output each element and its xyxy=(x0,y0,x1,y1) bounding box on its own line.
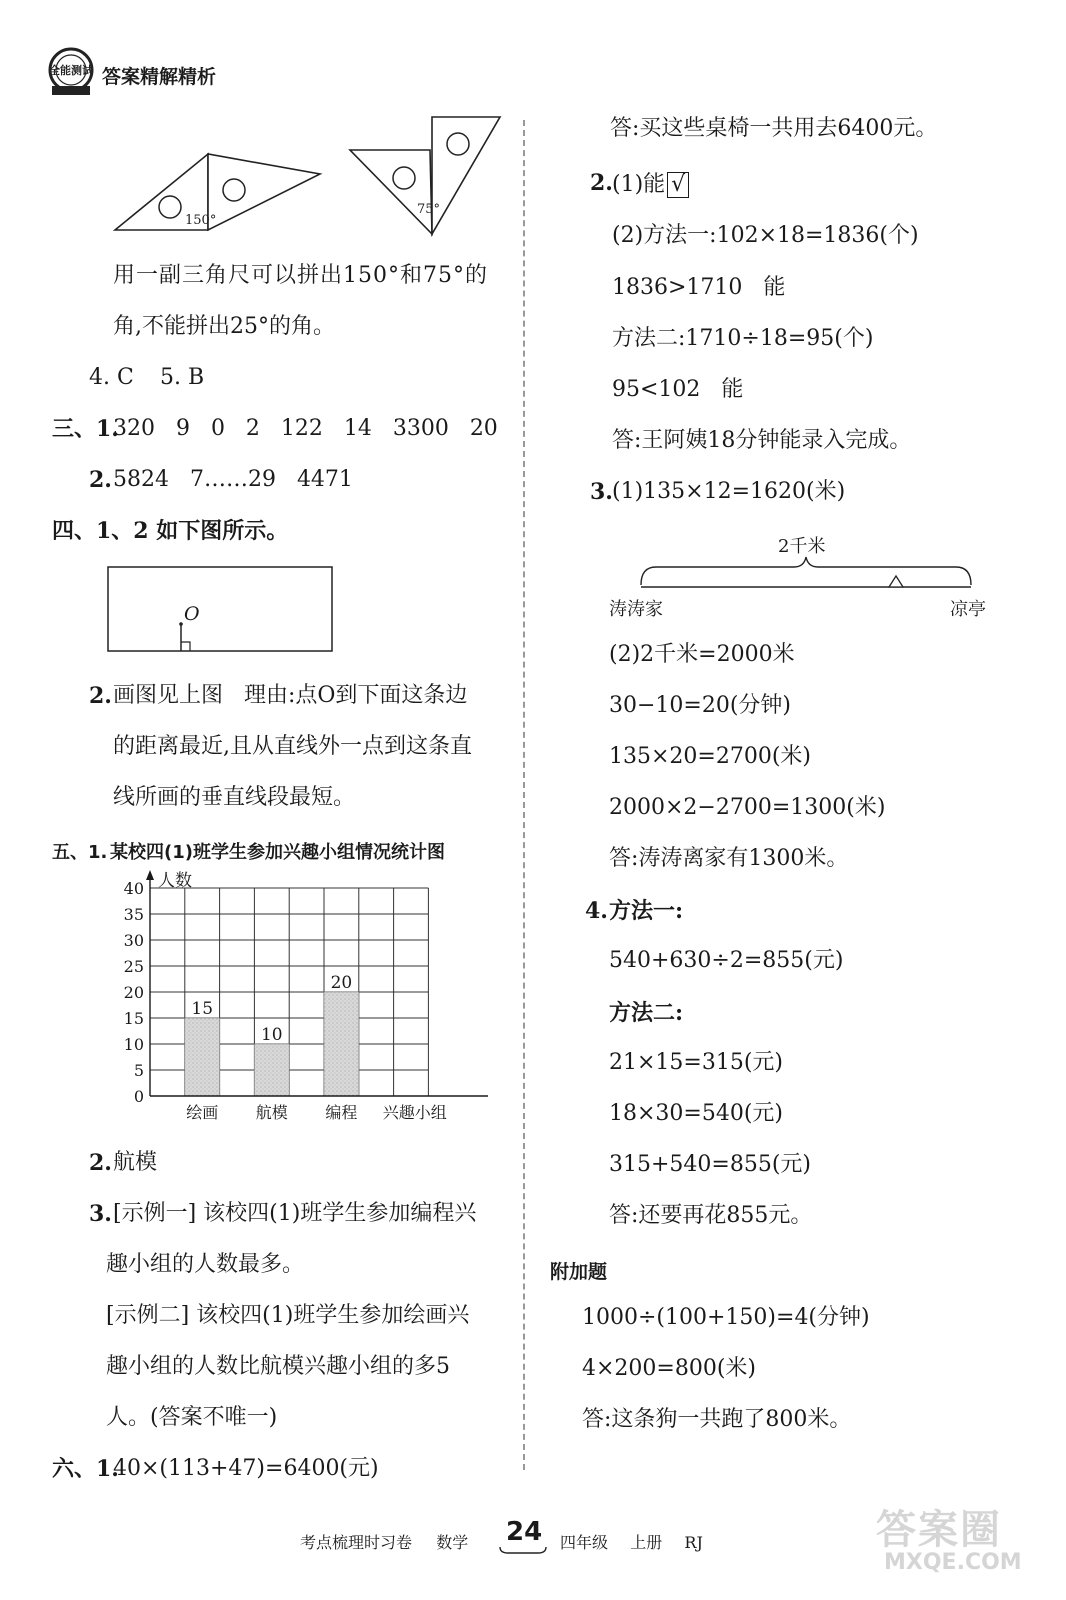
footer-volume: 上册 xyxy=(630,1533,663,1552)
r-q2-part1-text: (1)能 xyxy=(612,172,666,197)
triangle-marker-icon xyxy=(889,576,903,587)
r-q3-line2: (2)2千米=2000米 xyxy=(609,642,795,667)
bar-航模 xyxy=(254,1044,289,1096)
r-q4-line6: 315+540=855(元) xyxy=(609,1152,812,1177)
angle-label-75: 75° xyxy=(417,202,441,217)
y-tick-label: 40 xyxy=(123,879,144,898)
logo-badge-icon xyxy=(46,46,96,98)
angle-label-150: 150° xyxy=(185,213,217,228)
section5-q3-line3: [示例二] 该校四(1)班学生参加绘画兴 xyxy=(106,1303,470,1328)
watermark xyxy=(870,1490,1050,1585)
r-q2-line4: 方法二:1710÷18=95(个) xyxy=(612,326,874,351)
y-tick-label: 5 xyxy=(133,1061,144,1080)
r-q2-label: 2. xyxy=(590,170,613,196)
y-tick-label: 15 xyxy=(123,1009,144,1028)
extra-line1: 1000÷(100+150)=4(分钟) xyxy=(582,1305,870,1330)
r-q2-line1 xyxy=(612,172,689,198)
section4-q2-line3: 线所画的垂直线段最短。 xyxy=(113,785,356,810)
section3-q2-label: 2. xyxy=(89,467,112,493)
bar-绘画 xyxy=(185,1018,220,1096)
header-title: 答案精解精析 xyxy=(102,66,217,88)
r-q4-label: 4. xyxy=(585,898,608,924)
column-divider xyxy=(523,120,525,1470)
r-q4-line7: 答:还要再花855元。 xyxy=(609,1203,813,1228)
section5-q2: 航模 xyxy=(113,1150,158,1175)
page-number-bracket xyxy=(498,1545,548,1555)
y-tick-label: 30 xyxy=(123,931,144,950)
y-tick-label: 0 xyxy=(133,1087,144,1106)
r-q2-line3: 1836>1710 能 xyxy=(612,275,786,300)
y-tick-label: 25 xyxy=(123,957,144,976)
point-o-label: O xyxy=(184,603,200,625)
r-q4-line5: 18×30=540(元) xyxy=(609,1101,784,1126)
y-axis-label: 人数 xyxy=(158,871,192,891)
extra-title: 附加题 xyxy=(550,1261,608,1283)
diagram-top-label: 2千米 xyxy=(778,536,826,557)
footer-right xyxy=(560,1530,703,1553)
q5-answer: 5. B xyxy=(160,365,205,390)
r-q2-line2: (2)方法一:102×18=1836(个) xyxy=(612,223,919,248)
x-axis-label: 兴趣小组 xyxy=(382,1103,447,1122)
section5-q3-label: 3. xyxy=(89,1201,112,1227)
bar-value-label: 20 xyxy=(330,973,353,993)
q3-answer-line1: 用一副三角尺可以拼出150°和75°的 xyxy=(113,263,488,288)
x-tick-label: 绘画 xyxy=(186,1103,219,1122)
chart-title: 某校四(1)班学生参加兴趣小组情况统计图 xyxy=(110,842,445,863)
extra-line2: 4×200=800(米) xyxy=(582,1356,757,1381)
q3-answer-line2: 角,不能拼出25°的角。 xyxy=(113,314,335,339)
footer-series: 考点梳理时习卷 xyxy=(300,1533,413,1552)
watermark-url: MXQE.COM xyxy=(884,1550,1022,1575)
r-q4-line3: 方法二: xyxy=(609,1000,684,1026)
logo-text: 全能测试 xyxy=(49,64,93,77)
footer xyxy=(300,1530,468,1553)
rectangle-point-figure xyxy=(107,566,335,654)
footer-subject: 数学 xyxy=(436,1533,469,1552)
section5-q3-line2: 趣小组的人数最多。 xyxy=(106,1252,305,1277)
section3-q1: 320 9 0 2 122 14 3300 20 xyxy=(113,416,498,441)
x-tick-label: 航模 xyxy=(255,1103,288,1122)
distance-diagram xyxy=(636,555,976,597)
r-q3-label: 3. xyxy=(590,479,613,505)
section4-q1: 四、1、2 如下图所示。 xyxy=(52,518,289,544)
section3-label: 三、1. xyxy=(52,416,119,442)
r-q3-line4: 135×20=2700(米) xyxy=(609,744,812,769)
section5-label: 五、1. xyxy=(52,842,108,863)
r-q3-line3: 30−10=20(分钟) xyxy=(609,693,792,718)
section5-q3-line1: [示例一] 该校四(1)班学生参加编程兴 xyxy=(113,1201,477,1226)
extra-line3: 答:这条狗一共跑了800米。 xyxy=(582,1407,852,1432)
section4-q2-line1: 画图见上图 理由:点O到下面这条边 xyxy=(113,683,468,708)
section5-q2-label: 2. xyxy=(89,1150,112,1176)
y-tick-label: 10 xyxy=(123,1035,144,1054)
page-number: 24 xyxy=(506,1517,543,1547)
bar-chart xyxy=(108,862,488,1124)
y-axis-arrow-icon xyxy=(146,870,154,880)
footer-grade: 四年级 xyxy=(560,1533,609,1552)
section6-label: 六、1. xyxy=(52,1456,119,1482)
r-answer-total: 答:买这些桌椅一共用去6400元。 xyxy=(610,116,938,141)
section4-q2-label: 2. xyxy=(89,683,112,709)
section6-q1: 40×(113+47)=6400(元) xyxy=(113,1456,379,1481)
bar-value-label: 15 xyxy=(191,999,214,1019)
triangle-ruler-figure xyxy=(110,112,510,242)
bar-编程 xyxy=(324,992,359,1096)
r-q3-line6: 答:涛涛离家有1300米。 xyxy=(609,846,849,871)
q4-answer: 4. C xyxy=(89,365,134,390)
r-q4-line1: 方法一: xyxy=(609,898,684,924)
watermark-text: 答案圈 xyxy=(876,1507,1002,1553)
header-logo xyxy=(46,46,96,98)
bar-value-label: 10 xyxy=(260,1025,283,1045)
y-tick-label: 20 xyxy=(123,983,144,1002)
section3-q2: 5824 7……29 4471 xyxy=(113,467,353,492)
footer-edition: RJ xyxy=(684,1533,703,1552)
x-tick-label: 编程 xyxy=(325,1103,358,1122)
check-mark-box: √ xyxy=(667,172,689,198)
r-q3-line5: 2000×2−2700=1300(米) xyxy=(609,795,886,820)
section5-q3-line5: 人。(答案不唯一) xyxy=(106,1405,278,1430)
r-q2-line5: 95<102 能 xyxy=(612,377,744,402)
r-q2-line6: 答:王阿姨18分钟能录入完成。 xyxy=(612,428,912,453)
diagram-left-label: 涛涛家 xyxy=(609,599,663,620)
y-tick-label: 35 xyxy=(123,905,144,924)
r-q4-line2: 540+630÷2=855(元) xyxy=(609,948,844,973)
section5-q3-line4: 趣小组的人数比航模兴趣小组的多5 xyxy=(106,1354,450,1379)
section4-q2-line2: 的距离最近,且从直线外一点到这条直 xyxy=(113,734,472,759)
diagram-right-label: 凉亭 xyxy=(950,599,986,620)
r-q3-line1: (1)135×12=1620(米) xyxy=(612,479,846,504)
r-q4-line4: 21×15=315(元) xyxy=(609,1050,784,1075)
